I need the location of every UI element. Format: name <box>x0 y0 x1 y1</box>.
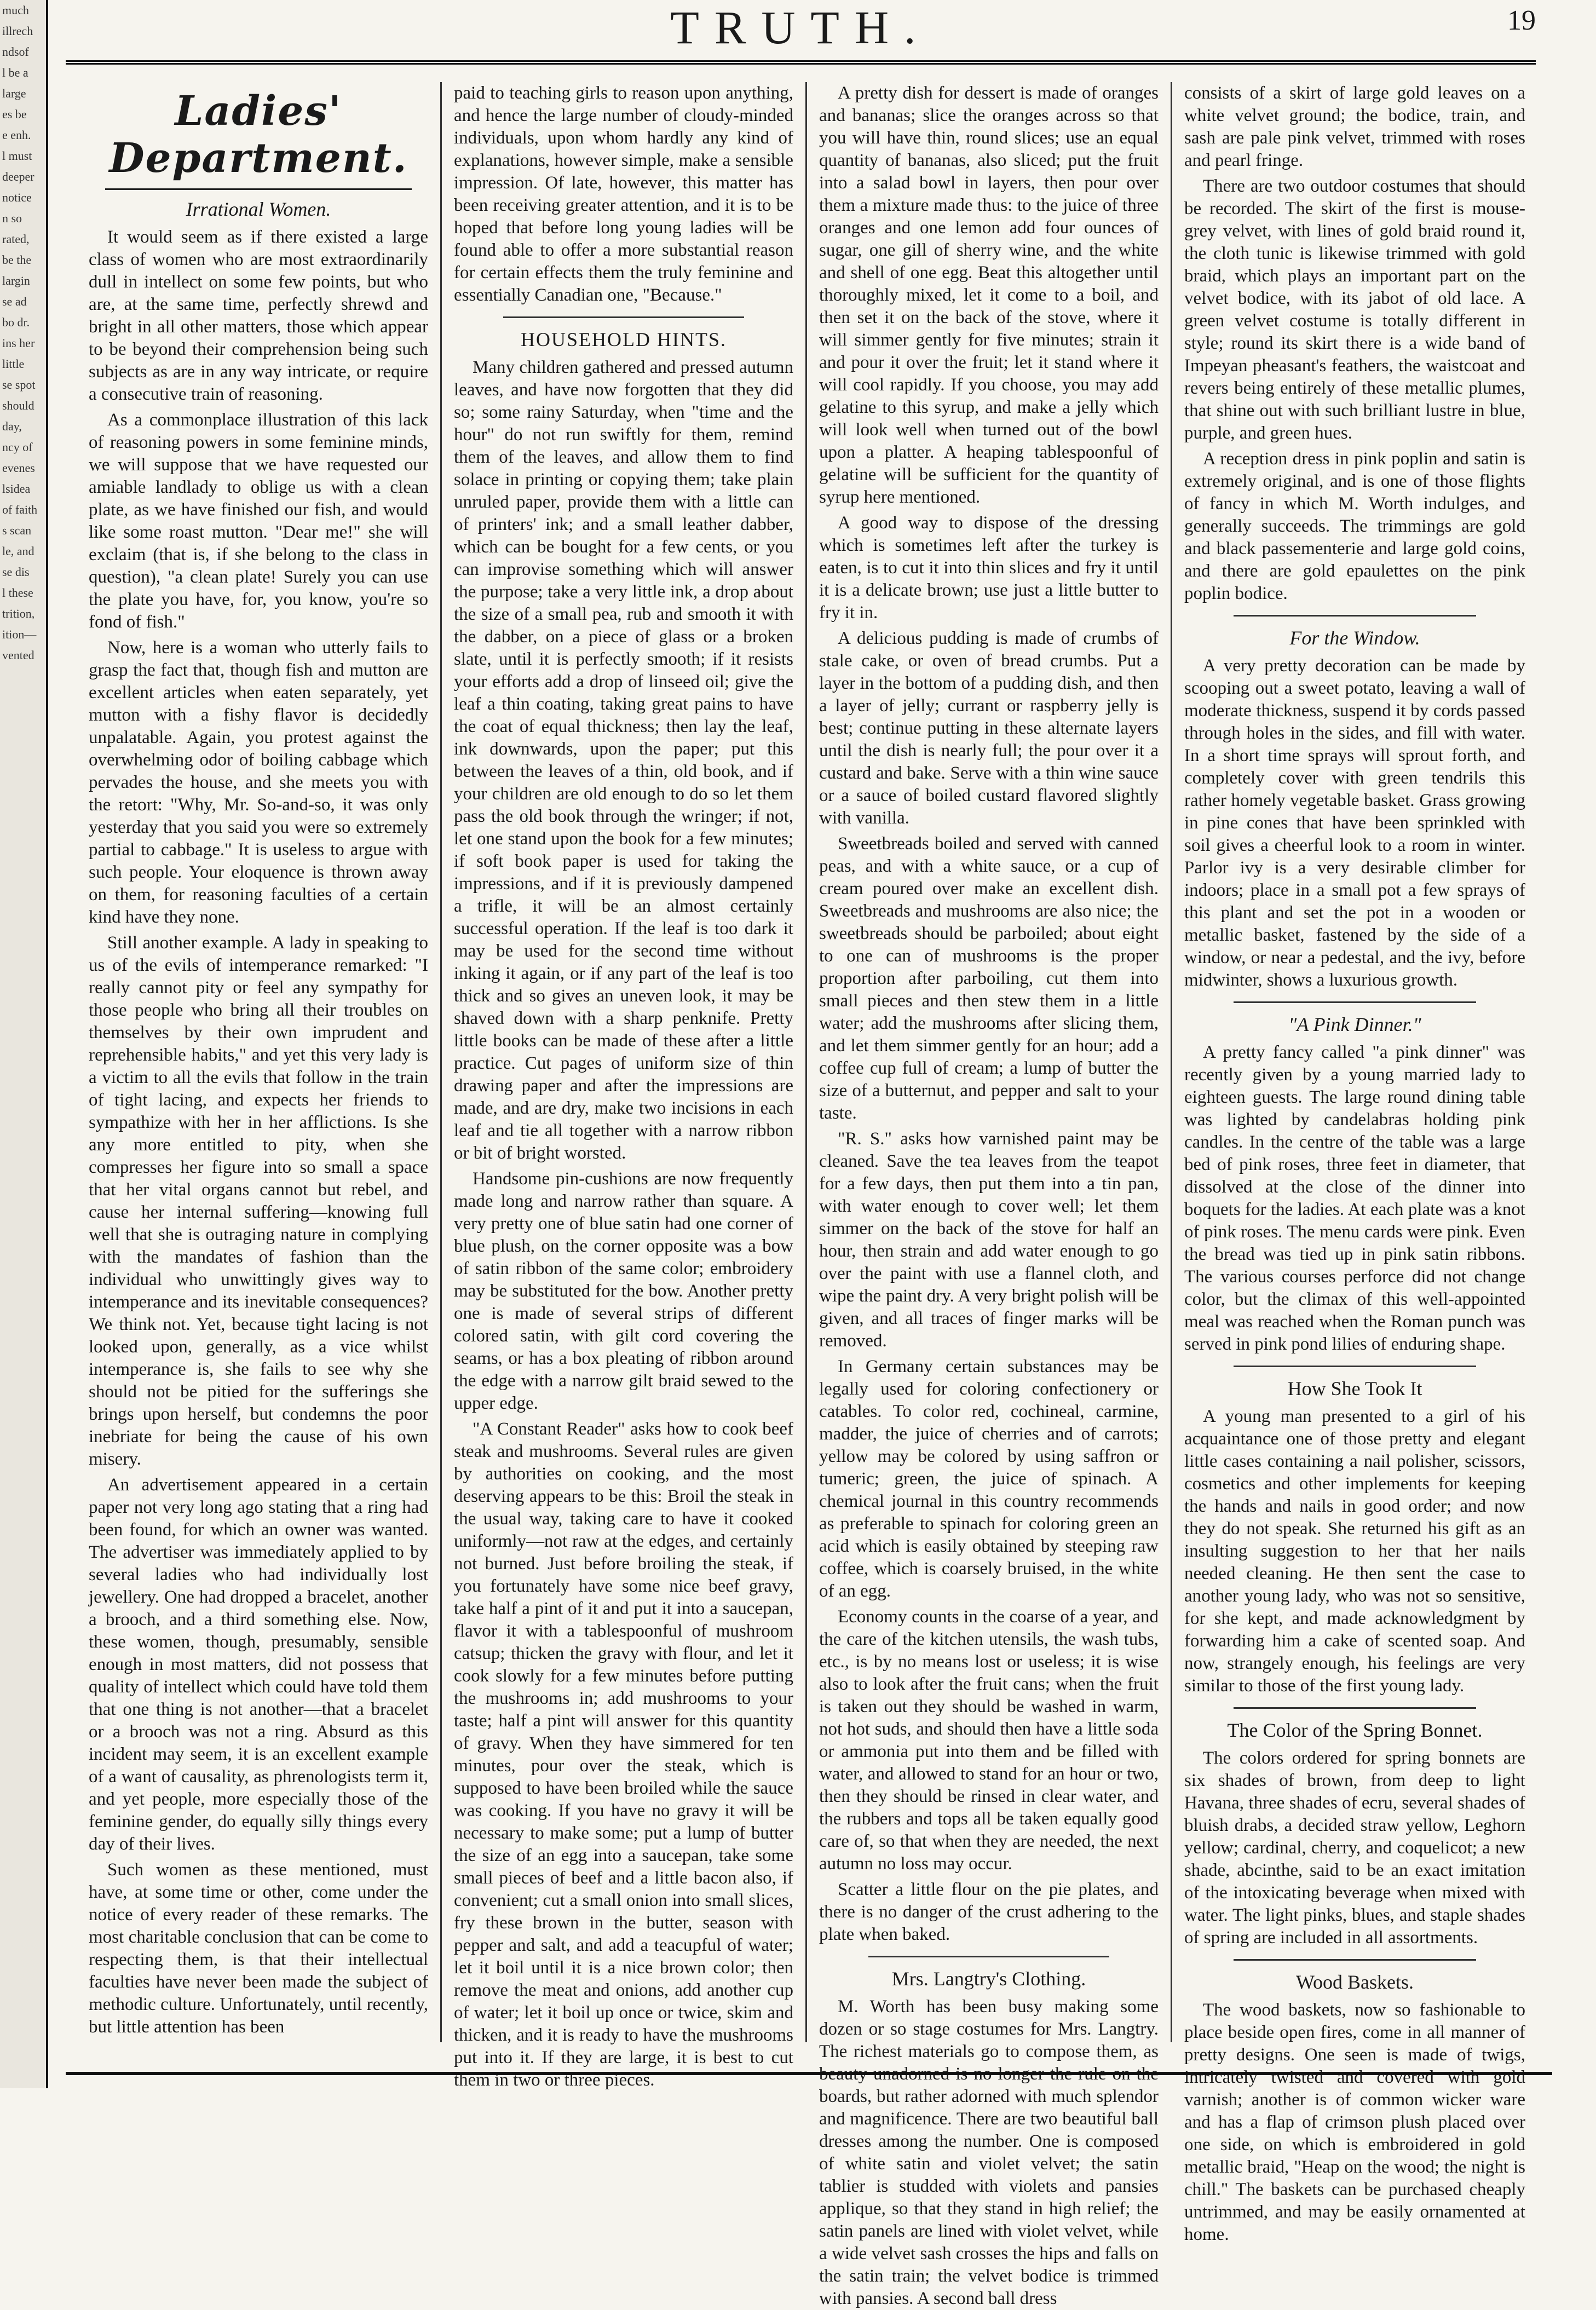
fragment-line: largin <box>2 274 30 287</box>
divider <box>1234 1707 1476 1709</box>
fragment-line: illrech <box>2 24 33 38</box>
fragment-line: evenes <box>2 461 35 475</box>
article-paragraph: In Germany certain substances may be legally used for coloring confectionery or catables. To color red, cochineal, carmine, madder, the juice of cherries and of carrots; yellow may be colored by using saffron or tumeric; green, the juice of spinach. A chemical journal in this country recommends as preferable to spinach for coloring green an acid which is easily obtained by steeping raw coffee, which is coarsely bruised, in the white of an egg. <box>819 1357 1159 1601</box>
article-paragraph: A delicious pudding is made of crumbs of stale cake, or oven of bread crumbs. Put a layer in the bottom of a pudding dish, and then a layer of jelly; currant or raspberry jelly is best; continue putting in these alternate layers until the dish is nearly full; the pour over it a custard and bake. Serve with a thin wine sauce or a sauce of boiled custard flavored slightly with vanilla. <box>819 629 1159 828</box>
article-paragraph: Economy counts in the coarse of a year, and the care of the kitchen utensils, the wash tubs, etc., is by no means lost or useless; it is wise also to look after the fruit cans; when the fruit is taken out they should be washed in warm, not hot suds, and should then have a little soda or ammonia put into them and be filled with water, and allowed to stand for an hour or two, then they should be rinsed in clear water, and the rubbers and tops all be taken equally good care of, so that when they are needed, the next autumn no loss may occur. <box>819 1607 1159 1874</box>
fragment-line: notice <box>2 191 32 204</box>
article-paragraph: Sweetbreads boiled and served with canned peas, and with a white sauce, or a cup of cream poured over make an excellent dish. Sweetbreads and mushrooms are also nice; the sweetbreads should be parboiled; about eight to one can of mushrooms is the proper proportion after parboiling, cut them into small pieces and then stew them in a little water; add the mushrooms after slicing them, and let them simmer gently for an hour; add a coffee cup full of cream; a lump of butter the size of a butternut, and pepper and salt to your taste. <box>819 834 1159 1123</box>
fragment-line: trition, <box>2 607 35 620</box>
article-heading: "A Pink Dinner." <box>1288 1013 1421 1035</box>
article-paragraph: "A Constant Reader" asks how to cook beef steak and mushrooms. Several rules are given by authorities on cooking, and the most deserving appears to be this: Broil the steak in the usual way, taking care to have it cooked uniformly—not raw at the edges, and certainly not burned. Just before broiling the steak, if you fortunately have some nice beef gravy, take half a pint of it and put it into a saucepan, flavor it with a tablespoonful of mushroom catsup; thicken the gravy with flour, and let it cook slowly for a few minutes before putting the mushrooms in; add mushrooms to your taste; half a pint will answer for this quantity of gravy. When they have simmered for ten minutes, pour over the steak, which is supposed to have been broiled while the sauce was cooking. If you have no gravy it will be necessary to make some; put a lump of butter the size of an egg into a saucepan, take some small pieces of beef and a little bacon also, if convenient; cut a small onion into small slices, fry these brown in the butter, season with pepper and salt, and add a teacupful of water; let it boil until it is a nice brown color; then remove the meat and onions, add another cup of water; let it boil up once or twice, skim and thicken, and it is ready to have the mushrooms put into it. If they are large, it is best to cut them in two or three pieces. <box>454 1419 793 2090</box>
column-2 <box>442 82 807 2090</box>
fragment-line: le, and <box>2 544 34 558</box>
fragment-line: s scan <box>2 523 32 537</box>
fragment-line: ition— <box>2 627 37 641</box>
article-paragraph: Many children gathered and pressed autumn leaves, and have now forgotten that they did so; some rainy Saturday, when "time and the hour" do not run swiftly for them, remind them of the leaves, and allow them to find solace in printing or copying them; take plain unruled paper, provide them with a little can of printers' ink; and a small leather dabber, which can be bought for a few cents, or you can improvise something which will answer the purpose; take a very little ink, a drop about the size of a small pea, rub and smooth it with the dabber, on a piece of glass or a broken slate, until it is perfectly smooth; if it resists your efforts add a drop of linseed oil; give the leaf a thin coating, taking great pains to have the coat of equal thickness; then lay the leaf, ink downwards, upon the paper; put this between the leaves of a thin, old book, and if your children are old enough to do so let them pass the old book through the wringer; if not, let one stand upon the book for a few minutes; if soft book paper is used for taking the impressions, and if it is previously dampened a trifle, it will be an almost certainly successful operation. If the leaf is too dark it may be used for the second time without inking it again, or if any part of the leaf is too thick and so gives an uneven look, it may be shaved down with a sharp penknife. Pretty little books can be made of these after a little practice. Cut pages of uniform size of thin drawing paper and after the impressions are made, and are dry, make two incisions in each leaf and tie all together with a narrow ribbon or bit of bright worsted. <box>454 358 793 1163</box>
column-1 <box>77 82 442 2042</box>
fragment-line: n so <box>2 211 22 225</box>
fragment-line: bo dr. <box>2 315 30 329</box>
article-heading: Mrs. Langtry's Clothing. <box>891 1968 1086 1990</box>
article-paragraph: A good way to dispose of the dressing which is sometimes left after the turkey is eaten, is to cut it into thin slices and fry it until it is a delicate brown; use just a little butter to fry it in. <box>819 513 1159 623</box>
fragment-line: se dis <box>2 565 30 579</box>
fragment-line: be the <box>2 253 32 267</box>
column-3 <box>807 82 1172 2308</box>
fragment-line: much <box>2 3 29 17</box>
fragment-line: large <box>2 87 26 100</box>
fragment-line: little <box>2 357 25 371</box>
article-paragraph: Now, here is a woman who utterly fails to grasp the fact that, though fish and mutton are excellent articles when eaten separately, yet mutton with a fishy flavor is decidedly unpalatable. Again, you protest against the overwhelming odor of boiling cabbage which pervades the house, and she meets you with the retort: "Why, Mr. So-and-so, it was only yesterday that you said you were so extremely partial to cabbage." It is useless to argue with such people. Your eloquence is thrown away on them, for reasoning faculties of a certain kind have they none. <box>89 638 428 927</box>
divider <box>1234 1366 1476 1367</box>
fragment-line: rated, <box>2 232 30 246</box>
fragment-line: vented <box>2 648 34 662</box>
article-heading: HOUSEHOLD HINTS. <box>521 329 727 350</box>
divider <box>105 188 412 190</box>
fragment-line: deeper <box>2 170 34 183</box>
divider <box>868 1956 1109 1957</box>
article-paragraph: Handsome pin-cushions are now frequently made long and narrow rather than square. A very pretty one of blue satin had one corner of blue plush, on the corner opposite was a bow of satin ribbon of the same color; embroidery may be substituted for the bow. Another pretty one is made of several strips of different colored satin, with gilt cord covering the seams, or has a box pleating of ribbon around the edge with a narrow gilt braid sewed to the upper edge. <box>454 1169 793 1413</box>
fragment-line: lsidea <box>2 482 31 496</box>
fragment-line: es be <box>2 107 27 121</box>
page-number: 19 <box>1507 5 1536 36</box>
fragment-line: of faith <box>2 503 38 516</box>
masthead-title: TRUTH. <box>670 1 931 54</box>
article-paragraph: The wood baskets, now so fashionable to place beside open fires, come in all manner of pretty designs. One seen is made of twigs, intricately twisted and covered with gold varnish; another is of common wicker ware and has a flap of crimson plush placed over one side, on which is embroidered in gold metallic braid, "Heap on the wood; the night is chill." The baskets can be purchased cheaply untrimmed, and may be easily ornamented at home. <box>1184 2000 1525 2244</box>
article-paragraph: A reception dress in pink poplin and satin is extremely original, and is one of those flights of fancy in which M. Worth indulges, and generally succeeds. The trimmings are gold and black passementerie and large gold coins, and there are gold epaulettes on the pink poplin bodice. <box>1184 449 1525 603</box>
article-paragraph: The colors ordered for spring bonnets are six shades of brown, from deep to light Havana, three shades of ecru, several shades of bluish drabs, a decided straw yellow, Leghorn yellow; cardinal, cherry, and coquelicot; a new shade, abcinthe, said to be an exact imitation of the intoxicating beverage when mixed with water. The light pinks, blues, and staple shades of spring are included in all assortments. <box>1184 1748 1525 1948</box>
divider <box>1234 1001 1476 1003</box>
divider <box>1234 615 1476 617</box>
article-heading: Irrational Women. <box>186 198 331 220</box>
article-paragraph: A very pretty decoration can be made by scooping out a sweet potato, leaving a wall of moderate thickness, suspend it by cords passed through holes in the sides, and fill with water. In a short time sprays will sprout forth, and completely cover with green tendrils this rather homely vegetable basket. Grass growing in pine cones that have been sprinkled with soil gives a cheerful look to a room in winter. Parlor ivy is a very desirable climber for indoors; place in a small pot a few sprays of this plant and set the pot in a wooden or metallic basket, fastened by the side of a window, or near a pedestal, and the ivy, before midwinter, shows a luxurious growth. <box>1184 656 1525 990</box>
divider <box>503 316 744 318</box>
article-paragraph: It would seem as if there existed a large class of women who are most extraordinarily dull in intellect on some few points, but who are, at the same time, perfectly shrewd and bright in all other matters, those which appear to be beyond their comprehension being such subjects as are in any way intricate, or require a consecutive train of reasoning. <box>89 227 428 404</box>
article-paragraph: paid to teaching girls to reason upon anything, and hence the large number of cloudy-minded individuals, upon whom hardly any kind of explanations, however simple, make a sensible impression. Of late, however, this matter has been receiving greater attention, and it is to be hoped that before long young ladies will be found able to offer a more substantial reason for certain effects them the truly feminine and essentially Canadian one, "Because." <box>454 83 793 305</box>
department-title: Ladies' Department. <box>109 88 408 182</box>
article-paragraph: As a commonplace illustration of this lack of reasoning powers in some feminine minds, we will suppose that we have requested our amiable landlady to oblige us with a clean plate, as we have finished our fish, and would like some roast mutton. "Dear me!" she will exclaim (that is, if she belong to the class in question), "a clean plate! Surely you can use the plate you have, for, you know, you're so fond of fish." <box>89 410 428 632</box>
article-paragraph: There are two outdoor costumes that should be recorded. The skirt of the first is mouse-grey velvet, with lines of gold braid round it, the cloth tunic is likewise trimmed with gold braid, which plays an important part on the velvet bodice, with its jabot of old lace. A green velvet costume is totally different in style; round its skirt there is a wide band of Impeyan pheasant's feathers, the waistcoat and revers being entirely of these metallic plumes, that shine out with such brilliant lustre in blue, purple, and green hues. <box>1184 176 1525 443</box>
article-paragraph: A young man presented to a girl of his acquaintance one of those pretty and elegant little cases containing a nail polisher, scissors, cosmetics and other implements for keeping the hands and nails in good order; and now they do not speak. She returned his gift as an insulting suggestion to her that her nails needed cleaning. He then sent the case to another young lady, who was not so sensitive, for she kept, and made acknowledgment by forwarding him a cake of scented soap. And now, strangely enough, his feelings are very similar to those of the first young lady. <box>1184 1407 1525 1696</box>
fragment-line: ncy of <box>2 440 33 454</box>
article-heading: For the Window. <box>1289 627 1420 649</box>
article-heading: How She Took It <box>1287 1378 1422 1399</box>
bottom-border <box>66 2072 1552 2075</box>
fragment-line: e enh. <box>2 128 31 142</box>
article-paragraph: Scatter a little flour on the pie plates, and there is no danger of the crust adhering to the plate when baked. <box>819 1880 1159 1944</box>
fragment-line: se spot <box>2 378 36 391</box>
fragment-line: ins her <box>2 336 35 350</box>
article-paragraph: consists of a skirt of large gold leaves on a white velvet ground; the bodice, train, and sash are pale pink velvet, trimmed with roses and pearl fringe. <box>1184 83 1525 170</box>
fragment-line: l must <box>2 149 32 163</box>
article-paragraph: "R. S." asks how varnished paint may be cleaned. Save the tea leaves from the teapot for a few days, then put them into a tin pan, with water enough to cover well; let them simmer on the back of the stove for half an hour, then strain and add water enough to go over the paint with use a flannel cloth, and wipe the paint dry. A very bright polish will be given, and all traces of finger marks will be removed. <box>819 1129 1159 1351</box>
fragment-line: l be a <box>2 66 28 79</box>
masthead <box>66 0 1536 65</box>
article-heading: Wood Baskets. <box>1295 1971 1414 1993</box>
article-paragraph: M. Worth has been busy making some dozen or so stage costumes for Mrs. Langtry. The richest materials go to compose them, as beauty unadorned is no longer the rule on the boards, but rather adorned with much splendor and magnificence. There are two beautiful ball dresses among the number. One is composed of white satin and violet velvet; the satin tablier is studded with violets and pansies applique, so that they stand in high relief; the satin panels are lined with violet velvet, while a wide velvet sash crosses the hips and falls on the satin train; the velvet bodice is trimmed with pansies. A second ball dress <box>819 1997 1159 2308</box>
previous-page-fragment <box>0 0 48 2088</box>
article-paragraph: An advertisement appeared in a certain paper not very long ago stating that a ring had been found, for which an owner was wanted. The advertiser was immediately applied to by several ladies who had individually lost jewellery. One had dropped a bracelet, another a brooch, and a third something else. Now, these women, though, presumably, sensible enough in most matters, did not possess that quality of intellect which could have told them that one thing is not another—that a bracelet or a brooch was not a ring. Absurd as this incident may seem, it is an excellent example of a want of causality, as phrenologists term it, and yet people, more especially those of the feminine gender, do equally silly things every day of their lives. <box>89 1475 428 1854</box>
article-heading: The Color of the Spring Bonnet. <box>1227 1719 1483 1741</box>
divider <box>1234 1959 1476 1961</box>
article-paragraph: Such women as these mentioned, must have, at some time or other, come under the notice of every reader of these remarks. The most charitable conclusion that can be come to respecting them, is that their intellectual faculties have never been made the subject of methodic culture. Unfortunately, until recently, but little attention has been <box>89 1860 428 2037</box>
fragment-line: ndsof <box>2 45 29 59</box>
fragment-line: se ad <box>2 295 27 308</box>
article-paragraph: A pretty fancy called "a pink dinner" was recently given by a young married lady to eighteen guests. The large round dining table was lighted by candelabras holding pink candles. In the centre of the table was a large bed of pink roses, three feet in diameter, that dissolved at the close of the dinner into boquets for the ladies. At each plate was a knot of pink roses. The menu cards were pink. Even the bread was tied up in pink satin ribbons. The various courses perforce did not change color, but the climax of this well-appointed meal was reached when the Roman punch was served in pink pond lilies of enduring shape. <box>1184 1042 1525 1354</box>
fragment-line: day, <box>2 419 22 433</box>
columns <box>77 82 1539 2308</box>
column-4 <box>1172 82 1537 2244</box>
fragment-line: l these <box>2 586 33 600</box>
article-paragraph: A pretty dish for dessert is made of oranges and bananas; slice the oranges across so that you will have thin, round slices; use an equal quantity of bananas, also sliced; put the fruit into a salad bowl in layers, then pour over them a mixture made thus: to the juice of three oranges and one lemon add four ounces of sugar, one gill of sherry wine, and the white and shell of one egg. Beat this altogether until thoroughly mixed, let it come to a boil, and then set it on the back of the stove, where it will simmer gently for five minutes; strain it and pour it over the fruit; let it stand where it will cool rapidly. If you choose, you may add gelatine to this syrup, and make a jelly which will look well when turned out of the bowl upon a platter. A heaping tablespoonful of gelatine will be sufficient for the quantity of syrup here mentioned. <box>819 83 1159 507</box>
fragment-line: should <box>2 399 34 412</box>
article-paragraph: Still another example. A lady in speaking to us of the evils of intemperance remarked: "I really cannot pity or feel any sympathy for those people who bring all their troubles on themselves by their own imprudent and reprehensible habits," and yet this very lady is a victim to all the evils that follow in the train of tight lacing, and expects her friends to sympathize with her in her afflictions. Is she any more entitled to pity, when she compresses her figure into so small a space that her vital organs cannot but rebel, and cause her internal suffering—knowing full well that she is outraging nature in complying with the mandates of fashion than the individual who unwittingly gives way to intemperance and its inevitable consequences? We think not. Yet, because tight lacing is not looked upon, generally, as a vice whilst intemperance is, she fails to see why she should not be pitied for the sufferings she brings upon herself, but condemns the poor inebriate for being the cause of his own misery. <box>89 933 428 1469</box>
